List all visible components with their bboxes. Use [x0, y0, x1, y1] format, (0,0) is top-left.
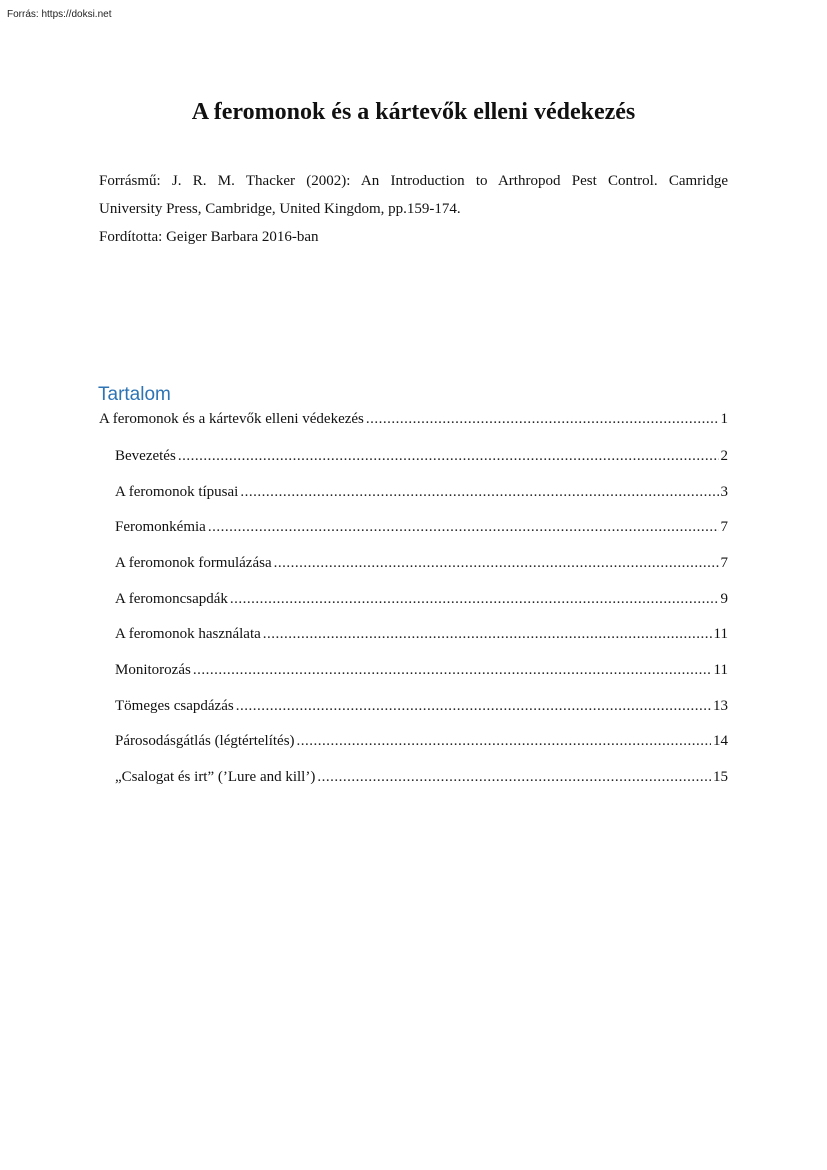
toc-dot-leader [208, 519, 719, 536]
toc-entry-label: Tömeges csapdázás [115, 698, 234, 714]
toc-entry[interactable] [115, 769, 728, 786]
toc-entry[interactable] [115, 448, 728, 465]
toc-dot-leader [274, 555, 719, 572]
translator-line: Fordította: Geiger Barbara 2016-ban [99, 229, 319, 245]
toc-entry[interactable] [115, 484, 728, 501]
toc-entry-label: Párosodásgátlás (légtértelítés) [115, 733, 295, 749]
toc-dot-leader [263, 626, 712, 643]
toc-entry[interactable] [115, 591, 728, 608]
toc-entry[interactable] [115, 555, 728, 572]
toc-dot-leader [178, 448, 719, 465]
toc-entry-label: A feromonok és a kártevők elleni védekezés [99, 411, 364, 427]
document-title: A feromonok és a kártevők elleni védekezés [191, 99, 636, 125]
source-url[interactable]: Forrás: https://doksi.net [7, 9, 112, 20]
toc-entry-page: 11 [713, 662, 728, 678]
toc-entry-label: A feromonok típusai [115, 484, 239, 500]
toc-heading: Tartalom [98, 384, 171, 405]
toc-entry-page: 9 [720, 591, 728, 607]
toc-entry-label: „Csalogat és irt” (’Lure and kill’) [115, 769, 316, 785]
toc-entry-page: 11 [713, 626, 728, 642]
toc-dot-leader [297, 733, 711, 750]
toc-entry-page: 7 [720, 519, 728, 535]
toc-entry-page: 14 [713, 733, 728, 749]
toc-entry-page: 2 [720, 448, 728, 464]
toc-entry-label: A feromonok használata [115, 626, 261, 642]
toc-entry-page: 1 [720, 411, 728, 427]
toc-dot-leader [236, 698, 711, 715]
toc-dot-leader [230, 591, 719, 608]
toc-dot-leader [240, 484, 718, 501]
toc-entry-label: Bevezetés [115, 448, 176, 464]
toc-entry-label: A feromoncsapdák [115, 591, 228, 607]
toc-entry[interactable] [115, 698, 728, 715]
toc-entry-page: 15 [713, 769, 728, 785]
toc-entry-label: Feromonkémia [115, 519, 206, 535]
toc-entry[interactable] [115, 519, 728, 536]
toc-entry-page: 13 [713, 698, 728, 714]
toc-entry-page: 3 [720, 484, 728, 500]
toc-dot-leader [193, 662, 712, 679]
source-citation-line-2: University Press, Cambridge, United Kingdom, pp.159-174. [99, 201, 461, 217]
toc-entry[interactable] [115, 733, 728, 750]
toc-entry[interactable] [115, 626, 728, 643]
toc-dot-leader [317, 769, 711, 786]
toc-entry-label: Monitorozás [115, 662, 191, 678]
toc-entry-label: A feromonok formulázása [115, 555, 272, 571]
toc-entry[interactable] [99, 411, 728, 428]
toc-dot-leader [366, 411, 719, 428]
toc-entry[interactable] [115, 662, 728, 679]
source-citation-line-1: Forrásmű: J. R. M. Thacker (2002): An Introduction to Arthropod Pest Control. Camridge [99, 173, 728, 189]
toc-entry-page: 7 [720, 555, 728, 571]
